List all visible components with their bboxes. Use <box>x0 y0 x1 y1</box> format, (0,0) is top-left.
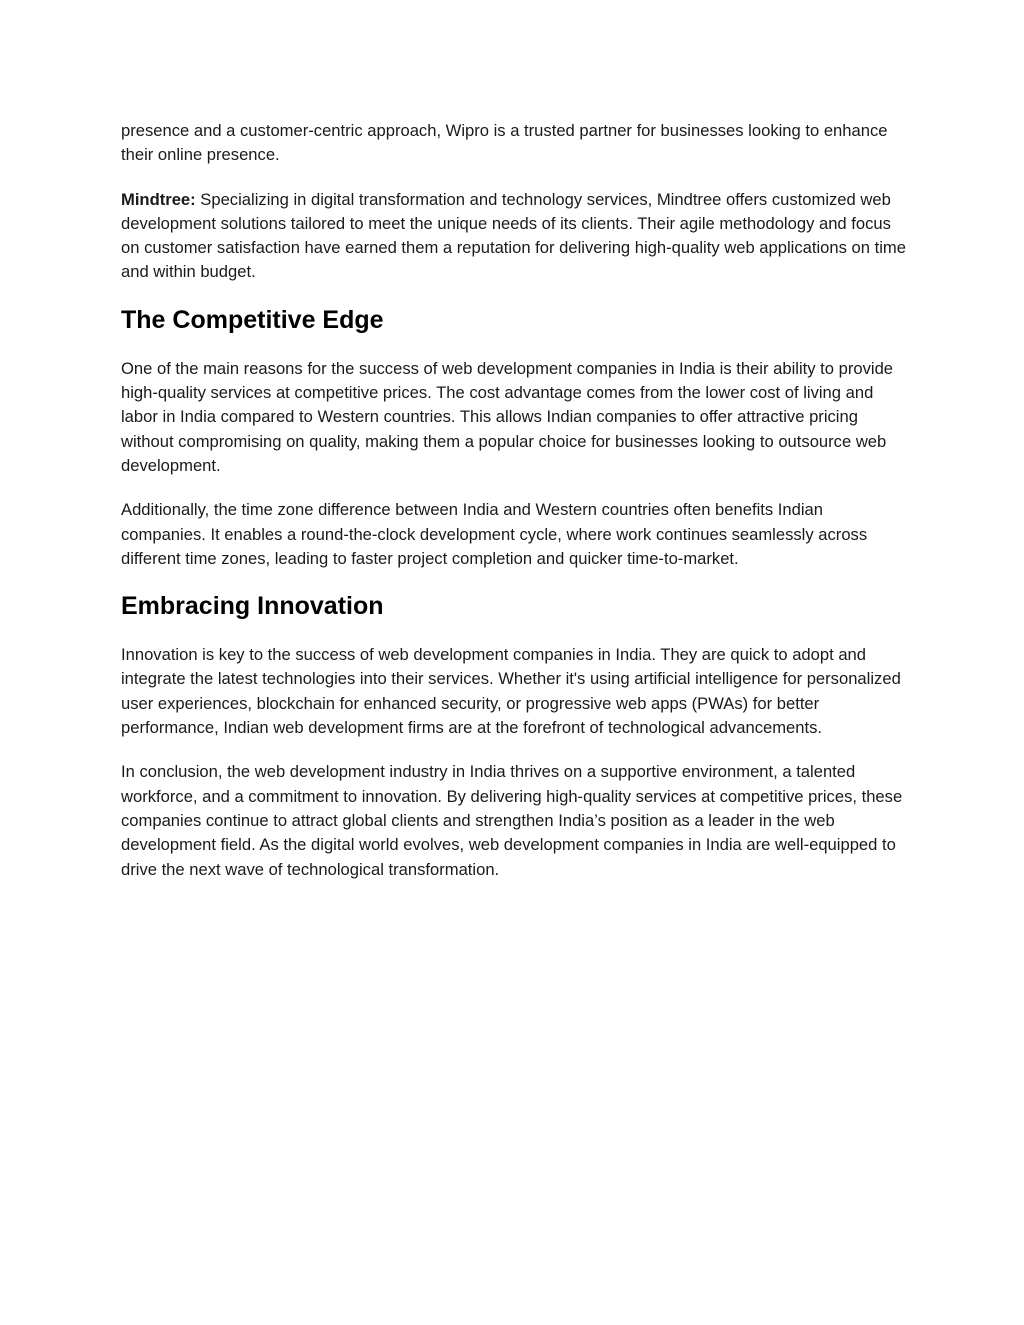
mindtree-text: Specializing in digital transformation and technology services, Mindtree offers customized web development solutions tailored to meet the unique needs of its clients. Their agile methodology and focus on customer satisfaction have earned them a reputation for delivering high-quality web applications on time and within budget. <box>121 189 906 282</box>
mindtree-paragraph <box>121 188 911 285</box>
heading-competitive-edge: The Competitive Edge <box>121 305 384 334</box>
heading-embracing-innovation: Embracing Innovation <box>121 592 384 621</box>
innovation-paragraph-1: Innovation is key to the success of web development companies in India. They are quick to adopt and integrate the latest technologies into their services. Whether it's using artificial intelligence for personalized user experiences, blockchain for enhanced security, or progressive web apps (PWAs) for better performance, Indian web development firms are at the forefront of technological advancements. <box>121 645 901 738</box>
mindtree-label: Mindtree: <box>121 189 196 209</box>
conclusion-paragraph: In conclusion, the web development industry in India thrives on a supportive environment, a talented workforce, and a commitment to innovation. By delivering high-quality services at competitive prices, these companies continue to attract global clients and strengthen India’s position as a leader in the web development field. As the digital world evolves, web development companies in India are well-equipped to drive the next wave of technological transformation. <box>121 762 903 879</box>
document-page <box>121 119 911 902</box>
intro-paragraph: presence and a customer-centric approach, Wipro is a trusted partner for businesses looking to enhance their online presence. <box>121 121 888 165</box>
competitive-paragraph-2: Additionally, the time zone difference between India and Western countries often benefits Indian companies. It enables a round-the-clock development cycle, where work continues seamlessly across different time zones, leading to faster project completion and quicker time-to-market. <box>121 500 868 568</box>
competitive-paragraph-1: One of the main reasons for the success of web development companies in India is their ability to provide high-quality services at competitive prices. The cost advantage comes from the lower cost of living and labor in India compared to Western countries. This allows Indian companies to offer attractive pricing without compromising on quality, making them a popular choice for businesses looking to outsource web development. <box>121 358 894 475</box>
